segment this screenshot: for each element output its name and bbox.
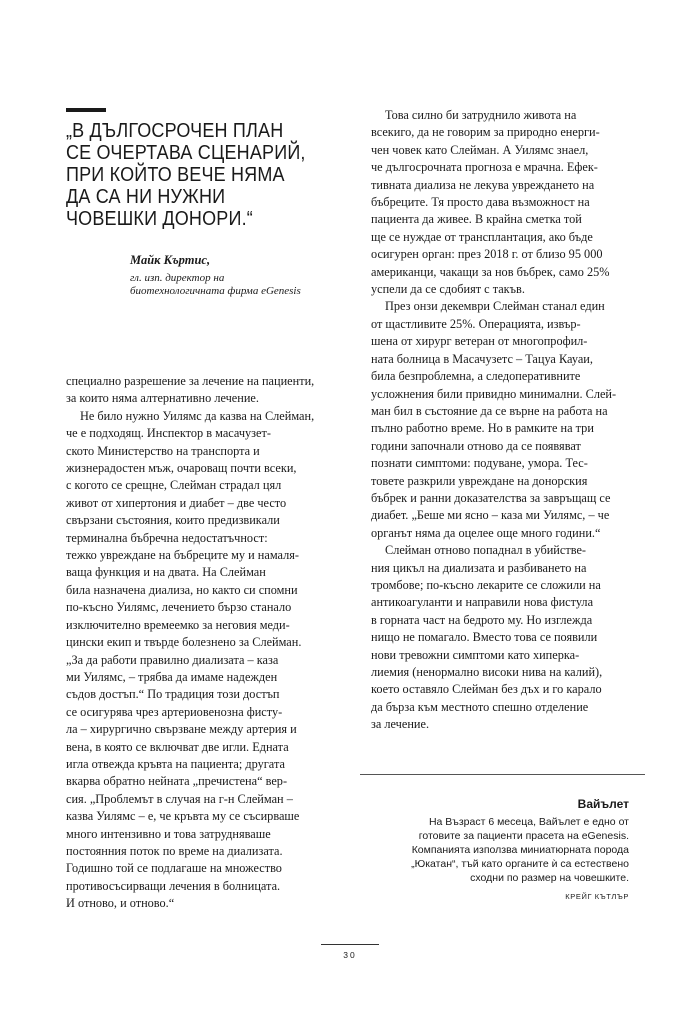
body-paragraph: Не било нужно Уилямс да казва на Слейман, че е подходящ. Инспектор в масачузет- ското Министерство на транспорта и жизнерадостен мъж, очароващ почти всеки, с когото се срещне, Слейман страдал цял живот от хипертония и диабет – две често свързани състояния, които предизвикали терминална бъбречна недостатъчност: тежко увреждане на бъбреците му и намаля- ваща функция и на двата. На Слейман била назначена диализа, но както си спомни по-късно Уилямс, лечението бързо станало изключително времеемко за неговия меди- цински екип и твърде болезнено за Слейман. „За да работи правилно диализата – каза ми Уилямс, – трябва да имаме надежден съдов достъп.“ По традиция този достъп се осигурява чрез артериовенозна фисту- ла – хирургично свързване между артерия и вена, в която се включват две игли. Едната игла отвежда кръвта на пациента; другата вкарва обратно нейната „пречистена“ вер- сия. „Проблемът в случая на г-н Слейман – казва Уилямс – е, че кръвта му се съсирваше много интензивно и това затрудняваше постоянния поток по време на диализата. Годишно той се подлагаше на множество противосъсирващи лечения в болницата. И отново, и отново.“ <box>66 408 315 911</box>
quote-rule <box>66 108 106 112</box>
left-column <box>66 373 328 913</box>
body-paragraph: Това силно би затруднило живота на всекиго, да не говорим за природно енерги- чен човек като Слейман. А Уилямс знаел, че дългосрочната прогноза е мрачна. Ефек- тивната диализа не лекува увреждането на бъбреците. Тя просто дава възможност на пациента да живее. В крайна сметка той ще се нуждае от трансплантация, ако бъде осигурен орган: през 2018 г. от близо 95 000 американци, чакащи за нов бъбрек, само 25% успели да се сдобият с такъв. <box>371 108 610 297</box>
photo-credit: КРЕЙГ КЪТЛЪР <box>565 892 629 901</box>
right-column <box>371 107 633 734</box>
caption-rule <box>360 774 645 775</box>
caption-title: Вайълет <box>577 797 629 811</box>
body-paragraph: През онзи декември Слейман станал един от щастливите 25%. Операцията, извър- шена от хирург ветеран от многопрофил- ната болница в Масачузетс – Тацуа Кауаи, била безпроблемна, а следоперативните усложнения били привидно минимални. Слей- ман бил в състояние да се върне на работа на пълно работно време. Но в рамките на три години започнали отново да се появяват познати симптоми: подуване, умора. Тес- товете разкрили увреждане на донорския бъбрек и ранни доказателства за завръщащ се диабет. „Беше ми ясно – каза ми Уилямс, – че органът няма да оцелее още много години.“ <box>371 299 617 540</box>
pull-quote <box>66 108 321 298</box>
author-title: гл. изп. директор на биотехнологичната фирма eGenesis <box>130 272 301 297</box>
quote-text: „В ДЪЛГОСРОЧЕН ПЛАН СЕ ОЧЕРТАВА СЦЕНАРИЙ, ПРИ КОЙТО ВЕЧЕ НЯМА ДА СА НИ НУЖНИ ЧОВЕШКИ ДОНОРИ.“ <box>66 120 306 230</box>
page-number-rule <box>321 944 379 945</box>
page-number: 30 <box>343 950 357 960</box>
caption-text: На Възраст 6 месеца, Вайълет е едно от готовите за пациенти прасета на eGenesis. Компанията използва миниатюрната порода „Юкатан“, тъй като органите ѝ са естествено сходни по размер на човешките. <box>411 816 629 884</box>
body-paragraph: Слейман отново попаднал в убийстве- ния цикъл на диализата и разбиването на тромбове; по-късно лекарите се сложили на антикоагуланти и направили нова фистула в горната част на бедрото му. Но изглежда нищо не помагало. Вместо това се появили нови тревожни симптоми като хиперка- лиемия (ненормално високи нива на калий), което оставяло Слейман без дъх и го карало да бърза към местното спешно отделение за лечение. <box>371 543 603 732</box>
author-name: Майк Къртис, <box>130 253 211 267</box>
quote-author <box>66 253 321 298</box>
photo-caption <box>372 797 629 901</box>
body-paragraph: специално разрешение за лечение на пациенти, за които няма алтернативно лечение. <box>66 374 315 406</box>
